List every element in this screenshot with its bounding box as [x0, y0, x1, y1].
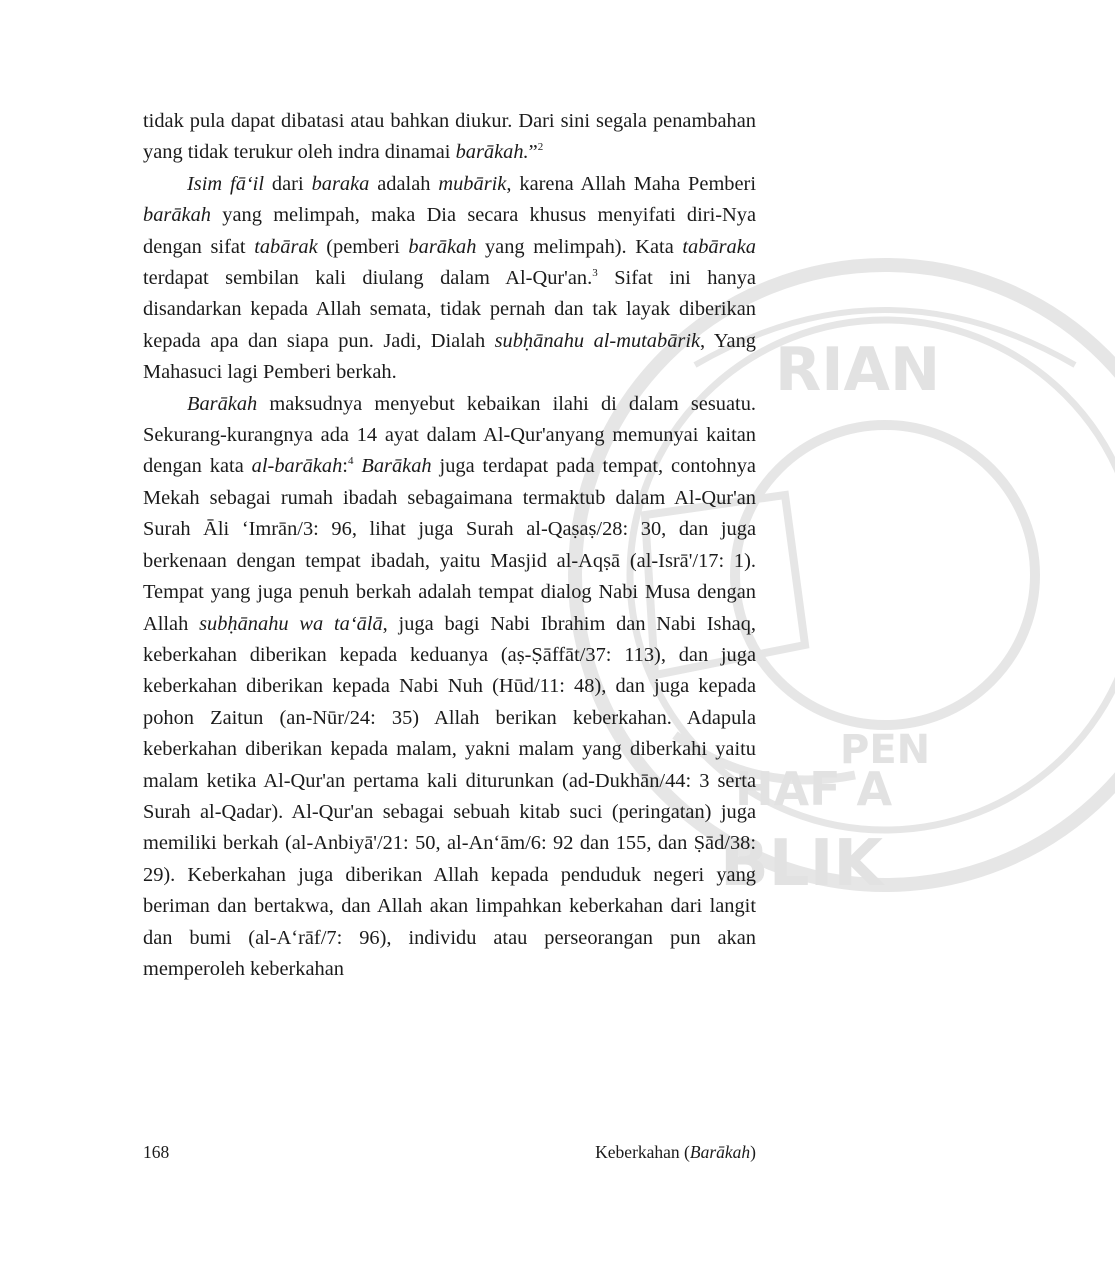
text-run: dari: [264, 172, 312, 195]
running-title-text: Keberkahan (: [595, 1142, 690, 1162]
italic-term: Isim fā‘il: [187, 172, 265, 195]
watermark-text-4: BLIK: [720, 827, 883, 901]
italic-term: barākah: [143, 204, 211, 227]
italic-term: barākah: [408, 235, 477, 258]
text-run: terdapat sembilan kali diulang dalam Al-Qur'an.: [143, 267, 593, 290]
watermark-text-3: HAF A: [735, 762, 893, 816]
italic-term: subḥānahu wa ta‘ālā: [199, 612, 383, 635]
text-run: , Yang Mahasuci lagi Pemberi berkah.: [143, 329, 756, 384]
text-run: , juga bagi Nabi Ibrahim dan Nabi Ishaq, keberkahan diberikan kepada keduanya (aṣ-Ṣāffāt/37: 113), dan juga keberkahan diberikan kepada Nabi Nuh (Hūd/11: 48), dan juga kepada pohon Zaitun (an-Nūr/24: 35) Allah berikan keberkahan. Adapula keberkahan diberikan kepada malam, yakni malam yang diberkahi yaitu malam ketika Al-Qur'an pertama kali diturunkan (ad-Dukhān/44: 3 serta Surah al-Qadar). Al-Qur'an sebagai sebuah kitab suci (peringatan) juga memiliki berkah (al-Anbiyā'/21: 50, al-An‘ām/6: 92 dan 155, dan Ṣād/38: 29). Keberkahan juga diberikan Allah kepada penduduk negeri yang beriman dan bertakwa, dan Allah akan limpahkan keberkahan dari langit dan bumi (al-A‘rāf/7: 96), individu atau perseorangan pun akan memperoleh keberkahan: [143, 612, 756, 980]
running-title-italic: Barākah: [689, 1142, 751, 1162]
body-text: [143, 106, 756, 985]
footnote-ref: 2: [537, 141, 544, 154]
italic-term: barākah.: [455, 141, 529, 164]
text-run: adalah: [369, 172, 439, 195]
text-run: yang melimpah). Kata: [476, 235, 683, 258]
italic-term: mubārik: [438, 172, 507, 195]
text-run: (pemberi: [317, 235, 409, 258]
paragraph-1: [143, 106, 756, 169]
paragraph-2: [143, 169, 756, 389]
text-run: :: [342, 455, 348, 478]
italic-term: Barākah: [361, 455, 432, 478]
italic-term: subḥānahu al-mutabārik: [494, 329, 701, 352]
footnote-ref: 3: [592, 267, 598, 280]
italic-term: Barākah: [187, 392, 258, 415]
footnote-ref: 4: [347, 455, 354, 468]
text-run: , karena Allah Maha Pemberi: [506, 172, 757, 195]
text-run: Sifat ini hanya disandarkan kepada Allah semata, tidak pernah dan tak layak diberikan kepada apa dan siapa pun. Jadi, Dialah: [143, 267, 756, 352]
italic-term: al-barākah: [251, 455, 343, 478]
text-run: ”: [528, 141, 538, 164]
text-run: tidak pula dapat dibatasi atau bahkan diukur. Dari sini segala penambahan yang tidak terukur oleh indra dinamai: [143, 110, 756, 164]
running-title: [595, 1142, 756, 1163]
watermark-text-1: RIAN: [775, 335, 941, 405]
page-footer: [143, 1142, 756, 1163]
text-run: juga terdapat pada tempat, contohnya Mekah sebagai rumah ibadah sebagaimana termaktub dalam Al-Qur'an Surah Āli ‘Imrān/3: 96, lihat juga Surah al-Qaṣaṣ/28: 30, dan juga berkenaan dengan tempat ibadah, yaitu Masjid al-Aqṣā (al-Isrā'/17: 1). Tempat yang juga penuh berkah adalah tempat dialog Nabi Musa dengan Allah: [143, 455, 756, 635]
paragraph-3: [143, 389, 756, 986]
page-number: 168: [143, 1142, 170, 1162]
italic-term: tabāraka: [682, 235, 756, 258]
italic-term: baraka: [311, 172, 370, 195]
watermark-text-2: PEN: [840, 727, 931, 773]
running-title-close: ): [750, 1142, 756, 1162]
italic-term: tabārak: [254, 235, 318, 258]
text-run: yang melimpah, maka Dia secara khusus menyifati diri-Nya dengan sifat: [143, 204, 756, 258]
text-run: maksudnya menyebut kebaikan ilahi di dalam sesuatu. Sekurang-kurangnya ada 14 ayat dalam Al-Qur'anyang memunyai kaitan dengan kata: [143, 392, 756, 478]
